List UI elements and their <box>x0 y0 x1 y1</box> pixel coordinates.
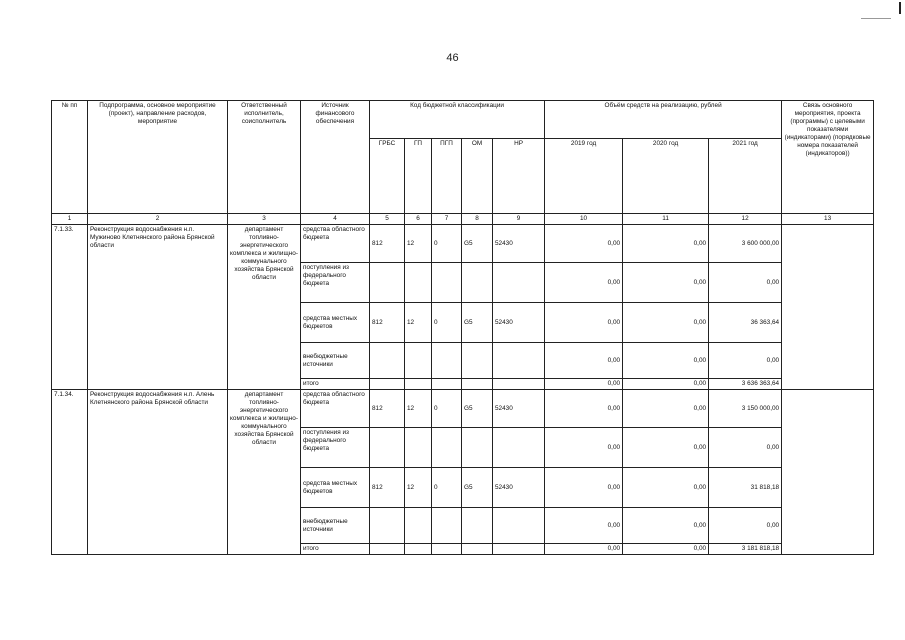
header-program: Подпрограмма, основное мероприятие (проект), направление расходов, мероприятие <box>88 101 228 214</box>
amount-2019: 0,00 <box>545 303 623 343</box>
pgp-cell <box>432 428 462 468</box>
pgp-cell: 0 <box>432 303 462 343</box>
om-cell <box>462 544 493 555</box>
amount-2019: 0,00 <box>545 468 623 508</box>
amount-2020: 0,00 <box>623 303 709 343</box>
col-number: 5 <box>370 214 405 225</box>
total-label: итого <box>301 544 370 555</box>
total-2021: 3 636 363,64 <box>709 379 782 390</box>
source-cell: поступления из федерального бюджета <box>301 428 370 468</box>
col-number: 6 <box>405 214 432 225</box>
total-2021: 3 181 818,18 <box>709 544 782 555</box>
gp-cell <box>405 428 432 468</box>
np-cell <box>493 379 545 390</box>
amount-2021: 31 818,18 <box>709 468 782 508</box>
om-cell <box>462 263 493 303</box>
source-cell: средства местных бюджетов <box>301 468 370 508</box>
om-cell <box>462 379 493 390</box>
project-num: 7.1.33. <box>52 225 88 390</box>
total-2020: 0,00 <box>623 379 709 390</box>
pgp-cell <box>432 379 462 390</box>
grbs-cell <box>370 263 405 303</box>
project-num: 7.1.34. <box>52 390 88 555</box>
amount-2020: 0,00 <box>623 468 709 508</box>
total-2019: 0,00 <box>545 379 623 390</box>
header-row <box>52 101 874 139</box>
grbs-cell: 812 <box>370 303 405 343</box>
total-2019: 0,00 <box>545 544 623 555</box>
source-cell: средства областного бюджета <box>301 225 370 263</box>
col-number: 12 <box>709 214 782 225</box>
header-source: Источник финансового обеспечения <box>301 101 370 214</box>
gp-cell: 12 <box>405 303 432 343</box>
amount-2021: 0,00 <box>709 428 782 468</box>
col-number: 1 <box>52 214 88 225</box>
amount-2020: 0,00 <box>623 225 709 263</box>
grbs-cell <box>370 544 405 555</box>
pgp-cell: 0 <box>432 468 462 508</box>
pgp-cell <box>432 544 462 555</box>
header-link: Связь основного мероприятия, проекта (программы) с целевыми показателями (индикаторами) (порядковые номера показателей (индикаторов)) <box>782 101 874 214</box>
np-cell <box>493 508 545 544</box>
scan-edge-mark <box>899 2 901 14</box>
om-cell: G5 <box>462 225 493 263</box>
gp-cell <box>405 263 432 303</box>
col-number: 8 <box>462 214 493 225</box>
np-cell: 52430 <box>493 225 545 263</box>
amount-2019: 0,00 <box>545 225 623 263</box>
pgp-cell <box>432 263 462 303</box>
indicator-link-cell <box>782 225 874 390</box>
amount-2021: 0,00 <box>709 508 782 544</box>
col-number: 7 <box>432 214 462 225</box>
om-cell <box>462 508 493 544</box>
indicator-link-cell <box>782 390 874 555</box>
amount-2019: 0,00 <box>545 343 623 379</box>
amount-2020: 0,00 <box>623 263 709 303</box>
np-cell: 52430 <box>493 468 545 508</box>
amount-2021: 0,00 <box>709 263 782 303</box>
grbs-cell <box>370 428 405 468</box>
grbs-cell <box>370 343 405 379</box>
grbs-cell: 812 <box>370 225 405 263</box>
header-pgp: ПГП <box>432 139 462 214</box>
om-cell: G5 <box>462 468 493 508</box>
gp-cell <box>405 343 432 379</box>
pgp-cell: 0 <box>432 390 462 428</box>
grbs-cell: 812 <box>370 390 405 428</box>
col-number: 13 <box>782 214 874 225</box>
column-number-row <box>52 214 874 225</box>
amount-2021: 3 150 000,00 <box>709 390 782 428</box>
np-cell <box>493 428 545 468</box>
pgp-cell <box>432 508 462 544</box>
project-title: Реконструкция водоснабжения н.п. Алень Клетнянского района Брянской области <box>88 390 228 555</box>
np-cell <box>493 343 545 379</box>
grbs-cell <box>370 508 405 544</box>
project-executor: департамент топливно-энергетического комплекса и жилищно-коммунального хозяйства Брянской области <box>228 225 301 390</box>
gp-cell: 12 <box>405 225 432 263</box>
om-cell <box>462 343 493 379</box>
gp-cell <box>405 379 432 390</box>
table-row <box>52 225 874 263</box>
header-num: № пп <box>52 101 88 214</box>
source-cell: внебюджетные источники <box>301 508 370 544</box>
source-cell: средства местных бюджетов <box>301 303 370 343</box>
scan-dash-mark <box>861 18 891 19</box>
amount-2021: 3 600 000,00 <box>709 225 782 263</box>
amount-2020: 0,00 <box>623 343 709 379</box>
gp-cell <box>405 508 432 544</box>
amount-2021: 0,00 <box>709 343 782 379</box>
pgp-cell: 0 <box>432 225 462 263</box>
col-number: 11 <box>623 214 709 225</box>
gp-cell <box>405 544 432 555</box>
amount-2019: 0,00 <box>545 508 623 544</box>
header-2019: 2019 год <box>545 139 623 214</box>
gp-cell: 12 <box>405 390 432 428</box>
amount-2019: 0,00 <box>545 263 623 303</box>
om-cell <box>462 428 493 468</box>
table-row <box>52 390 874 428</box>
header-om: ОМ <box>462 139 493 214</box>
gp-cell: 12 <box>405 468 432 508</box>
col-number: 2 <box>88 214 228 225</box>
amount-2020: 0,00 <box>623 390 709 428</box>
header-2020: 2020 год <box>623 139 709 214</box>
project-title: Реконструкция водоснабжения н.п. Мужиново Клетнянского района Брянской области <box>88 225 228 390</box>
col-number: 4 <box>301 214 370 225</box>
grbs-cell <box>370 379 405 390</box>
om-cell: G5 <box>462 303 493 343</box>
np-cell: 52430 <box>493 303 545 343</box>
np-cell: 52430 <box>493 390 545 428</box>
header-budget-code: Код бюджетной классификации <box>370 101 545 139</box>
om-cell: G5 <box>462 390 493 428</box>
np-cell <box>493 263 545 303</box>
project-executor: департамент топливно-энергетического комплекса и жилищно-коммунального хозяйства Брянской области <box>228 390 301 555</box>
header-gp: ГП <box>405 139 432 214</box>
header-executor: Ответственный исполнитель, соисполнитель <box>228 101 301 214</box>
amount-2020: 0,00 <box>623 428 709 468</box>
amount-2019: 0,00 <box>545 390 623 428</box>
total-2020: 0,00 <box>623 544 709 555</box>
pgp-cell <box>432 343 462 379</box>
budget-table <box>51 100 874 555</box>
col-number: 9 <box>493 214 545 225</box>
amount-2020: 0,00 <box>623 508 709 544</box>
source-cell: поступления из федерального бюджета <box>301 263 370 303</box>
source-cell: внебюджетные источники <box>301 343 370 379</box>
col-number: 3 <box>228 214 301 225</box>
page-number: 46 <box>446 52 459 64</box>
grbs-cell: 812 <box>370 468 405 508</box>
header-grbs: ГРБС <box>370 139 405 214</box>
amount-2021: 36 363,64 <box>709 303 782 343</box>
header-2021: 2021 год <box>709 139 782 214</box>
total-label: итого <box>301 379 370 390</box>
header-volume: Объём средств на реализацию, рублей <box>545 101 782 139</box>
header-np: НР <box>493 139 545 214</box>
np-cell <box>493 544 545 555</box>
col-number: 10 <box>545 214 623 225</box>
amount-2019: 0,00 <box>545 428 623 468</box>
source-cell: средства областного бюджета <box>301 390 370 428</box>
